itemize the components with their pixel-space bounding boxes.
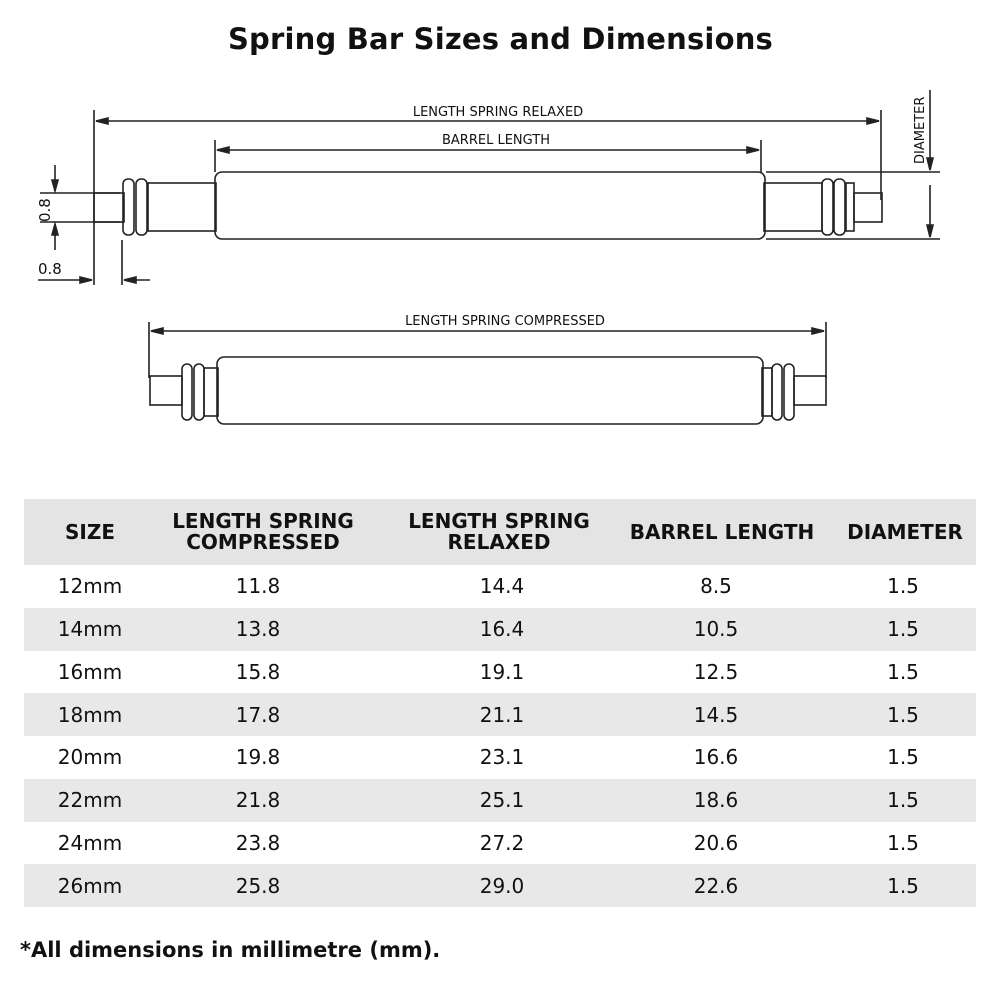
barrel-length-cell: 12.5 [693, 659, 739, 684]
barrel-length-cell: 14.5 [693, 702, 739, 727]
header-diameter: DIAMETER [847, 519, 963, 544]
diameter-cell: 1.5 [887, 574, 919, 599]
units-footnote: *All dimensions in millimetre (mm). [20, 938, 441, 962]
table-row [24, 822, 976, 865]
spring-bar-compressed [150, 357, 826, 424]
table-row [24, 693, 976, 736]
length-relaxed-cell: 23.1 [479, 745, 525, 770]
size-cell: 14mm [57, 617, 123, 642]
length-relaxed-cell: 21.1 [479, 702, 525, 727]
barrel-length-cell: 20.6 [693, 830, 739, 855]
diameter-cell: 1.5 [887, 873, 919, 898]
spring-bar-diagram [0, 0, 1001, 470]
table-row [24, 864, 976, 907]
diameter-cell: 1.5 [887, 659, 919, 684]
size-cell: 22mm [57, 788, 123, 813]
length-relaxed-cell: 25.1 [479, 788, 525, 813]
diameter-dimension [766, 90, 940, 239]
length-compressed-cell: 15.8 [235, 659, 281, 684]
diameter-cell: 1.5 [887, 617, 919, 642]
length-compressed-cell: 21.8 [235, 788, 281, 813]
pin-length-label: 0.8 [38, 260, 62, 278]
diameter-cell: 1.5 [887, 702, 919, 727]
size-cell: 24mm [57, 830, 123, 855]
length-relaxed-cell: 14.4 [479, 574, 525, 599]
table-row [24, 736, 976, 779]
length-relaxed-cell: 27.2 [479, 830, 525, 855]
barrel-length-dimension [215, 133, 761, 172]
page-title: Spring Bar Sizes and Dimensions [227, 22, 774, 56]
barrel-length-cell: 8.5 [700, 574, 732, 599]
size-cell: 16mm [57, 659, 123, 684]
size-cell: 26mm [57, 873, 123, 898]
barrel-length-cell: 22.6 [693, 873, 739, 898]
table-header [24, 499, 976, 565]
diameter-cell: 1.5 [887, 788, 919, 813]
length-relaxed-dimension [94, 105, 881, 285]
length-compressed-cell: 23.8 [235, 830, 281, 855]
barrel-length-cell: 16.6 [693, 745, 739, 770]
table-row [24, 608, 976, 651]
size-cell: 12mm [57, 574, 123, 599]
length-compressed-dimension [149, 314, 826, 378]
table-body [24, 565, 976, 907]
header-barrel-length: BARREL LENGTH [629, 519, 815, 544]
length-compressed-cell: 11.8 [235, 574, 281, 599]
length-compressed-cell: 19.8 [235, 745, 281, 770]
diameter-label: DIAMETER [913, 96, 928, 164]
barrel-length-cell: 18.6 [693, 788, 739, 813]
header-length-compressed: LENGTH SPRING COMPRESSED [172, 509, 354, 554]
length-compressed-cell: 25.8 [235, 873, 281, 898]
pin-diameter-label: 0.8 [36, 198, 54, 222]
length-compressed-label: LENGTH SPRING COMPRESSED [405, 314, 605, 329]
header-length-relaxed: LENGTH SPRING RELAXED [408, 509, 590, 554]
spring-bar-relaxed [94, 172, 882, 239]
length-relaxed-cell: 29.0 [479, 873, 525, 898]
header-size: SIZE [64, 519, 115, 544]
length-compressed-cell: 13.8 [235, 617, 281, 642]
length-relaxed-cell: 16.4 [479, 617, 525, 642]
table-row [24, 565, 976, 608]
length-relaxed-cell: 19.1 [479, 659, 525, 684]
spring-bar-size-table [24, 499, 976, 907]
table-row [24, 779, 976, 822]
diameter-cell: 1.5 [887, 830, 919, 855]
pin-diameter-dimension [36, 165, 120, 250]
size-cell: 18mm [57, 702, 123, 727]
barrel-length-label: BARREL LENGTH [442, 133, 550, 148]
length-compressed-cell: 17.8 [235, 702, 281, 727]
length-relaxed-label: LENGTH SPRING RELAXED [412, 105, 584, 120]
table-row [24, 651, 976, 694]
diameter-cell: 1.5 [887, 745, 919, 770]
barrel-length-cell: 10.5 [693, 617, 739, 642]
size-cell: 20mm [57, 745, 123, 770]
